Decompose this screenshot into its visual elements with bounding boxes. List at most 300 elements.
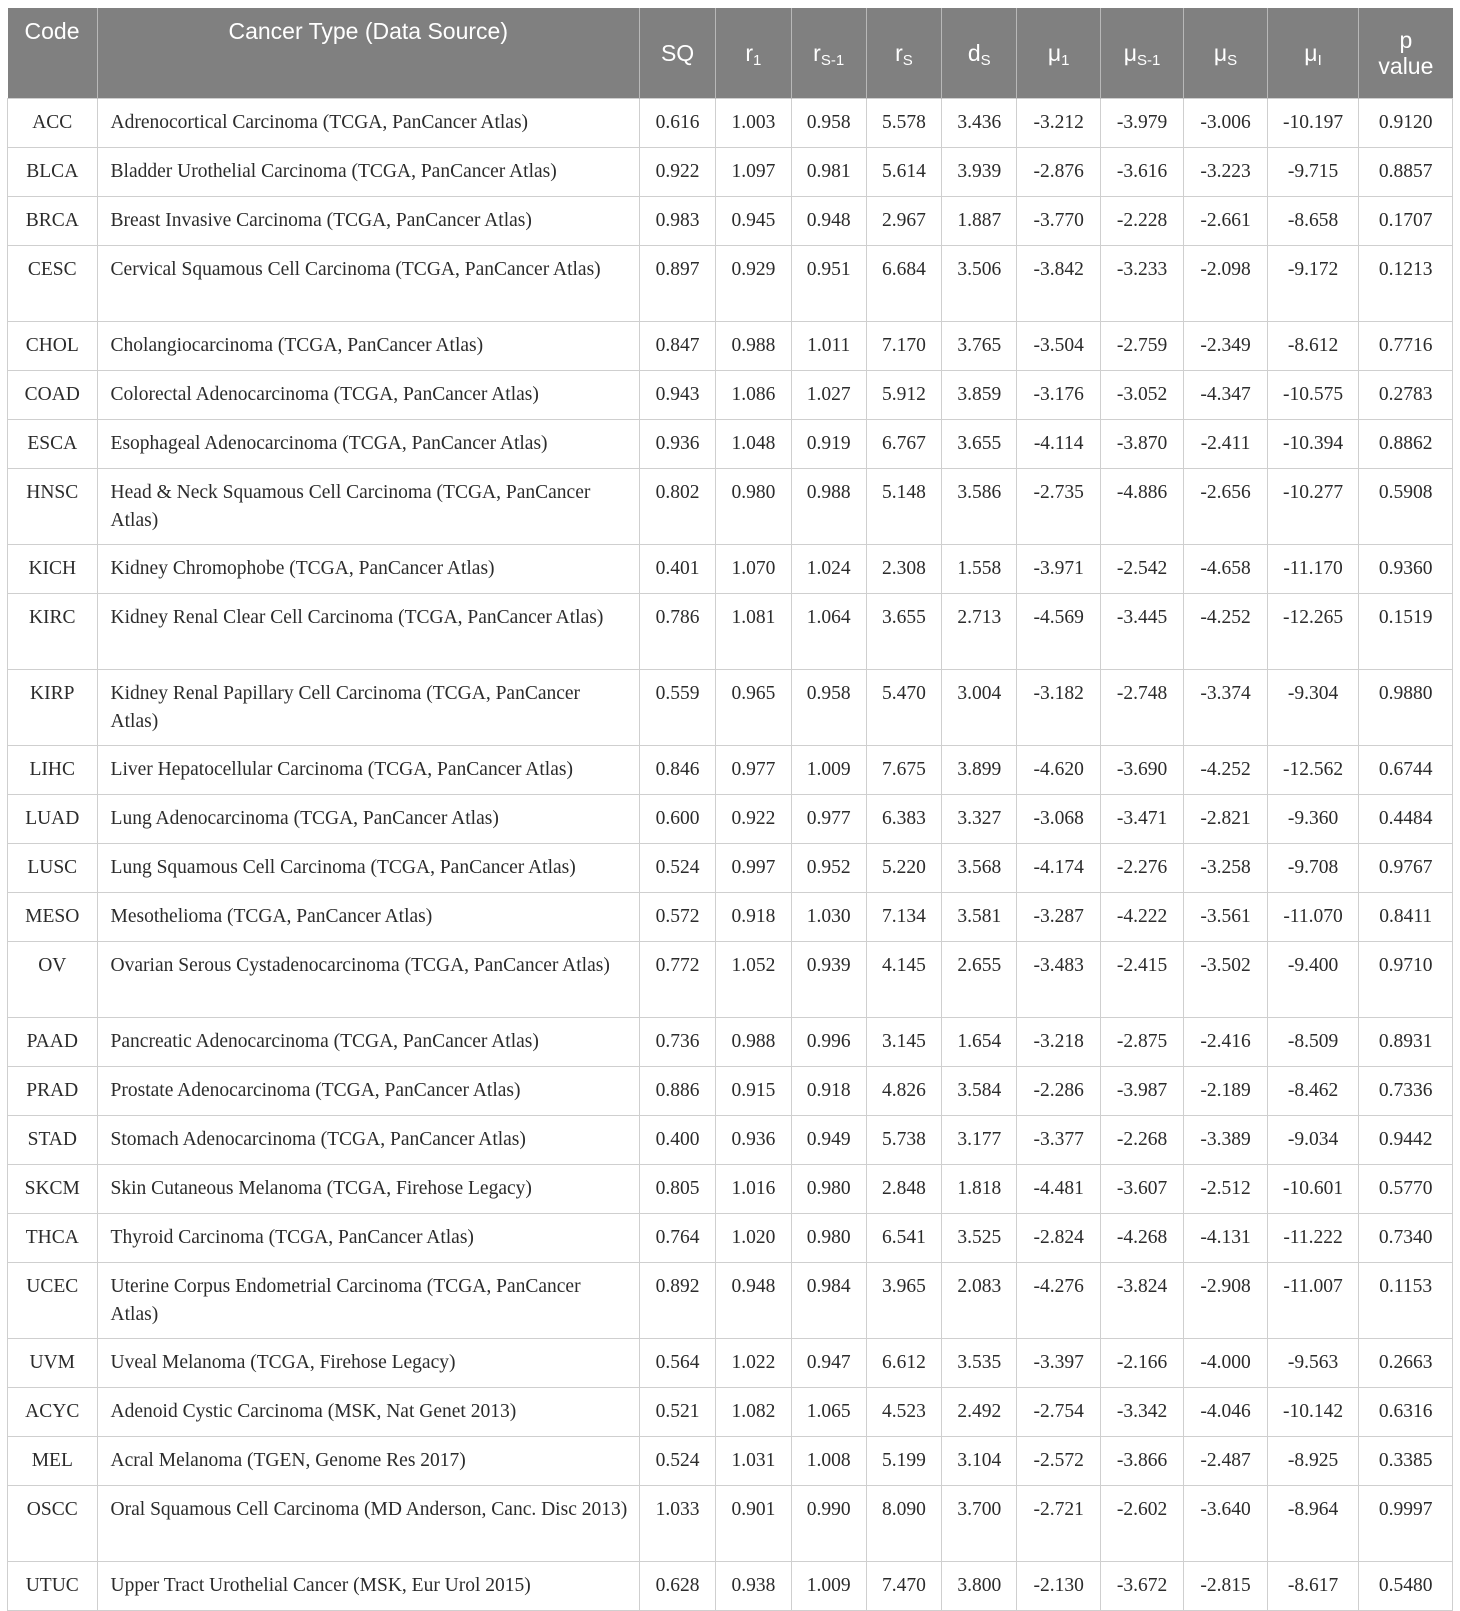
mus-cell: -3.502	[1184, 942, 1267, 1018]
sq-cell: 0.600	[639, 795, 715, 844]
sq-cell: 0.802	[639, 469, 715, 545]
r1-cell: 1.052	[716, 942, 791, 1018]
mus-minus-1-cell: -4.222	[1100, 893, 1183, 942]
rs-minus-1-cell: 1.024	[791, 545, 866, 594]
p-value-cell: 0.5908	[1359, 469, 1453, 545]
mus-cell: -3.374	[1184, 670, 1267, 746]
code-cell: KIRP	[8, 670, 98, 746]
ds-cell: 3.899	[942, 746, 1017, 795]
rs-minus-1-cell: 0.984	[791, 1263, 866, 1339]
cancer-type-cell: Esophageal Adenocarcinoma (TCGA, PanCancer Atlas)	[97, 420, 639, 469]
rs-minus-1-cell: 1.027	[791, 371, 866, 420]
mus-minus-1-cell: -2.228	[1100, 197, 1183, 246]
p-value-cell: 0.1519	[1359, 594, 1453, 670]
header-code: Code	[8, 8, 98, 99]
ds-cell: 3.177	[942, 1116, 1017, 1165]
mus-cell: -3.640	[1184, 1486, 1267, 1562]
header-mus-minus-1-base: μ	[1123, 40, 1138, 66]
sq-cell: 0.524	[639, 1437, 715, 1486]
rs-cell: 5.614	[866, 148, 941, 197]
code-cell: BRCA	[8, 197, 98, 246]
code-cell: KIRC	[8, 594, 98, 670]
table-row	[8, 322, 1453, 371]
cancer-type-cell: Kidney Chromophobe (TCGA, PanCancer Atlas)	[97, 545, 639, 594]
mus-cell: -2.487	[1184, 1437, 1267, 1486]
mu1-cell: -3.287	[1017, 893, 1100, 942]
cancer-type-cell: Kidney Renal Clear Cell Carcinoma (TCGA, PanCancer Atlas)	[97, 594, 639, 670]
rs-minus-1-cell: 1.030	[791, 893, 866, 942]
mui-cell: -11.222	[1267, 1214, 1359, 1263]
p-value-cell: 0.3385	[1359, 1437, 1453, 1486]
table-row	[8, 1018, 1453, 1067]
cancer-type-cell: Breast Invasive Carcinoma (TCGA, PanCancer Atlas)	[97, 197, 639, 246]
cancer-type-cell: Pancreatic Adenocarcinoma (TCGA, PanCancer Atlas)	[97, 1018, 639, 1067]
r1-cell: 0.918	[716, 893, 791, 942]
mu1-cell: -4.481	[1017, 1165, 1100, 1214]
r1-cell: 0.965	[716, 670, 791, 746]
mus-minus-1-cell: -4.886	[1100, 469, 1183, 545]
sq-cell: 0.983	[639, 197, 715, 246]
mus-minus-1-cell: -2.748	[1100, 670, 1183, 746]
header-row	[8, 8, 1453, 99]
mu1-cell: -2.754	[1017, 1388, 1100, 1437]
header-rs-minus-1-sub: S-1	[820, 52, 845, 69]
header-mu1-base: μ	[1047, 40, 1062, 66]
header-mus-minus-1	[1100, 8, 1183, 99]
table-row	[8, 594, 1453, 670]
r1-cell: 0.901	[716, 1486, 791, 1562]
cancer-type-cell: Bladder Urothelial Carcinoma (TCGA, PanCancer Atlas)	[97, 148, 639, 197]
code-cell: KICH	[8, 545, 98, 594]
sq-cell: 0.524	[639, 844, 715, 893]
mu1-cell: -2.721	[1017, 1486, 1100, 1562]
sq-cell: 0.736	[639, 1018, 715, 1067]
mus-cell: -4.252	[1184, 746, 1267, 795]
mui-cell: -9.034	[1267, 1116, 1359, 1165]
header-rs-minus-1-base: r	[813, 40, 821, 66]
header-ds-sub: S	[980, 52, 991, 69]
mu1-cell: -2.572	[1017, 1437, 1100, 1486]
rs-minus-1-cell: 1.009	[791, 1562, 866, 1611]
mus-cell: -2.512	[1184, 1165, 1267, 1214]
cancer-type-cell: Skin Cutaneous Melanoma (TCGA, Firehose Legacy)	[97, 1165, 639, 1214]
ds-cell: 1.654	[942, 1018, 1017, 1067]
rs-minus-1-cell: 0.939	[791, 942, 866, 1018]
mui-cell: -9.400	[1267, 942, 1359, 1018]
ds-cell: 3.506	[942, 246, 1017, 322]
mus-cell: -3.223	[1184, 148, 1267, 197]
p-value-cell: 0.1213	[1359, 246, 1453, 322]
sq-cell: 0.401	[639, 545, 715, 594]
r1-cell: 0.922	[716, 795, 791, 844]
rs-cell: 3.965	[866, 1263, 941, 1339]
mu1-cell: -2.286	[1017, 1067, 1100, 1116]
mus-minus-1-cell: -3.471	[1100, 795, 1183, 844]
r1-cell: 1.097	[716, 148, 791, 197]
rs-minus-1-cell: 0.988	[791, 469, 866, 545]
mus-cell: -4.046	[1184, 1388, 1267, 1437]
rs-cell: 6.383	[866, 795, 941, 844]
mus-minus-1-cell: -3.607	[1100, 1165, 1183, 1214]
mu1-cell: -3.377	[1017, 1116, 1100, 1165]
code-cell: LUAD	[8, 795, 98, 844]
mus-cell: -4.000	[1184, 1339, 1267, 1388]
sq-cell: 0.786	[639, 594, 715, 670]
cancer-type-cell: Colorectal Adenocarcinoma (TCGA, PanCancer Atlas)	[97, 371, 639, 420]
code-cell: OSCC	[8, 1486, 98, 1562]
cancer-type-cell: Acral Melanoma (TGEN, Genome Res 2017)	[97, 1437, 639, 1486]
mus-cell: -4.658	[1184, 545, 1267, 594]
table-row	[8, 197, 1453, 246]
rs-cell: 3.655	[866, 594, 941, 670]
rs-cell: 3.145	[866, 1018, 941, 1067]
sq-cell: 0.400	[639, 1116, 715, 1165]
mus-cell: -2.815	[1184, 1562, 1267, 1611]
rs-cell: 2.308	[866, 545, 941, 594]
mus-cell: -2.656	[1184, 469, 1267, 545]
mus-minus-1-cell: -3.824	[1100, 1263, 1183, 1339]
mui-cell: -12.562	[1267, 746, 1359, 795]
rs-minus-1-cell: 1.011	[791, 322, 866, 371]
table-row	[8, 246, 1453, 322]
mus-cell: -2.098	[1184, 246, 1267, 322]
sq-cell: 0.846	[639, 746, 715, 795]
ds-cell: 3.586	[942, 469, 1017, 545]
p-value-cell: 0.5770	[1359, 1165, 1453, 1214]
rs-cell: 5.578	[866, 99, 941, 148]
table-row	[8, 942, 1453, 1018]
ds-cell: 3.535	[942, 1339, 1017, 1388]
rs-cell: 4.145	[866, 942, 941, 1018]
mus-cell: -2.411	[1184, 420, 1267, 469]
cancer-type-cell: Prostate Adenocarcinoma (TCGA, PanCancer Atlas)	[97, 1067, 639, 1116]
mu1-cell: -2.735	[1017, 469, 1100, 545]
mus-minus-1-cell: -3.866	[1100, 1437, 1183, 1486]
sq-cell: 0.936	[639, 420, 715, 469]
mu1-cell: -3.770	[1017, 197, 1100, 246]
ds-cell: 3.004	[942, 670, 1017, 746]
rs-cell: 2.848	[866, 1165, 941, 1214]
code-cell: MESO	[8, 893, 98, 942]
rs-cell: 8.090	[866, 1486, 941, 1562]
rs-minus-1-cell: 1.009	[791, 746, 866, 795]
rs-minus-1-cell: 0.949	[791, 1116, 866, 1165]
ds-cell: 3.436	[942, 99, 1017, 148]
table-row	[8, 1339, 1453, 1388]
mui-cell: -10.142	[1267, 1388, 1359, 1437]
table-row	[8, 545, 1453, 594]
mu1-cell: -3.971	[1017, 545, 1100, 594]
mui-cell: -10.197	[1267, 99, 1359, 148]
r1-cell: 1.020	[716, 1214, 791, 1263]
mu1-cell: -2.824	[1017, 1214, 1100, 1263]
mus-minus-1-cell: -2.602	[1100, 1486, 1183, 1562]
r1-cell: 1.086	[716, 371, 791, 420]
r1-cell: 0.936	[716, 1116, 791, 1165]
mus-cell: -4.131	[1184, 1214, 1267, 1263]
header-r1-sub: 1	[753, 52, 762, 69]
cancer-type-table	[7, 8, 1453, 1611]
header-rs-minus-1	[791, 8, 866, 99]
table-row	[8, 844, 1453, 893]
cancer-type-cell: Uterine Corpus Endometrial Carcinoma (TCGA, PanCancer Atlas)	[97, 1263, 639, 1339]
rs-cell: 5.738	[866, 1116, 941, 1165]
mus-minus-1-cell: -3.052	[1100, 371, 1183, 420]
mu1-cell: -3.842	[1017, 246, 1100, 322]
p-value-cell: 0.9360	[1359, 545, 1453, 594]
code-cell: UTUC	[8, 1562, 98, 1611]
ds-cell: 1.887	[942, 197, 1017, 246]
mu1-cell: -3.176	[1017, 371, 1100, 420]
mui-cell: -8.612	[1267, 322, 1359, 371]
rs-cell: 4.826	[866, 1067, 941, 1116]
r1-cell: 1.003	[716, 99, 791, 148]
mus-minus-1-cell: -3.987	[1100, 1067, 1183, 1116]
ds-cell: 3.327	[942, 795, 1017, 844]
rs-minus-1-cell: 0.980	[791, 1165, 866, 1214]
table-row	[8, 893, 1453, 942]
p-value-cell: 0.1707	[1359, 197, 1453, 246]
mus-minus-1-cell: -3.616	[1100, 148, 1183, 197]
rs-cell: 6.767	[866, 420, 941, 469]
header-r1-base: r	[745, 40, 754, 66]
sq-cell: 0.764	[639, 1214, 715, 1263]
rs-minus-1-cell: 0.981	[791, 148, 866, 197]
r1-cell: 0.929	[716, 246, 791, 322]
p-value-cell: 0.8862	[1359, 420, 1453, 469]
sq-cell: 0.772	[639, 942, 715, 1018]
header-mus	[1184, 8, 1267, 99]
header-ds-base: d	[967, 40, 981, 66]
mui-cell: -9.708	[1267, 844, 1359, 893]
sq-cell: 0.886	[639, 1067, 715, 1116]
p-value-cell: 0.6744	[1359, 746, 1453, 795]
sq-cell: 0.628	[639, 1562, 715, 1611]
sq-cell: 0.564	[639, 1339, 715, 1388]
r1-cell: 0.948	[716, 1263, 791, 1339]
r1-cell: 0.945	[716, 197, 791, 246]
rs-cell: 5.912	[866, 371, 941, 420]
mus-minus-1-cell: -3.672	[1100, 1562, 1183, 1611]
code-cell: LIHC	[8, 746, 98, 795]
cancer-type-cell: Cholangiocarcinoma (TCGA, PanCancer Atlas)	[97, 322, 639, 371]
rs-cell: 6.612	[866, 1339, 941, 1388]
ds-cell: 3.581	[942, 893, 1017, 942]
mu1-cell: -4.174	[1017, 844, 1100, 893]
rs-minus-1-cell: 1.064	[791, 594, 866, 670]
rs-cell: 7.675	[866, 746, 941, 795]
ds-cell: 1.818	[942, 1165, 1017, 1214]
rs-minus-1-cell: 1.065	[791, 1388, 866, 1437]
ds-cell: 2.492	[942, 1388, 1017, 1437]
r1-cell: 0.915	[716, 1067, 791, 1116]
cancer-type-cell: Kidney Renal Papillary Cell Carcinoma (TCGA, PanCancer Atlas)	[97, 670, 639, 746]
header-mus-sub: S	[1227, 52, 1238, 69]
code-cell: OV	[8, 942, 98, 1018]
mui-cell: -10.394	[1267, 420, 1359, 469]
mus-minus-1-cell: -3.979	[1100, 99, 1183, 148]
code-cell: CESC	[8, 246, 98, 322]
cancer-type-cell: Oral Squamous Cell Carcinoma (MD Anderson, Canc. Disc 2013)	[97, 1486, 639, 1562]
p-value-cell: 0.9880	[1359, 670, 1453, 746]
rs-minus-1-cell: 0.947	[791, 1339, 866, 1388]
r1-cell: 1.081	[716, 594, 791, 670]
ds-cell: 3.104	[942, 1437, 1017, 1486]
mus-cell: -2.416	[1184, 1018, 1267, 1067]
rs-minus-1-cell: 0.919	[791, 420, 866, 469]
rs-minus-1-cell: 0.958	[791, 670, 866, 746]
code-cell: SKCM	[8, 1165, 98, 1214]
mui-cell: -10.601	[1267, 1165, 1359, 1214]
r1-cell: 0.988	[716, 322, 791, 371]
table-row	[8, 1437, 1453, 1486]
p-value-cell: 0.7336	[1359, 1067, 1453, 1116]
mus-cell: -2.661	[1184, 197, 1267, 246]
rs-cell: 5.470	[866, 670, 941, 746]
header-p-line2: value	[1378, 53, 1434, 79]
ds-cell: 3.859	[942, 371, 1017, 420]
cancer-type-cell: Head & Neck Squamous Cell Carcinoma (TCGA, PanCancer Atlas)	[97, 469, 639, 545]
mu1-cell: -3.483	[1017, 942, 1100, 1018]
table-row	[8, 1116, 1453, 1165]
r1-cell: 0.938	[716, 1562, 791, 1611]
mui-cell: -11.007	[1267, 1263, 1359, 1339]
ds-cell: 3.700	[942, 1486, 1017, 1562]
p-value-cell: 0.8931	[1359, 1018, 1453, 1067]
rs-cell: 5.220	[866, 844, 941, 893]
code-cell: BLCA	[8, 148, 98, 197]
rs-cell: 7.170	[866, 322, 941, 371]
ds-cell: 1.558	[942, 545, 1017, 594]
rs-minus-1-cell: 0.952	[791, 844, 866, 893]
mu1-cell: -3.397	[1017, 1339, 1100, 1388]
cancer-type-cell: Stomach Adenocarcinoma (TCGA, PanCancer Atlas)	[97, 1116, 639, 1165]
mus-minus-1-cell: -3.690	[1100, 746, 1183, 795]
ds-cell: 2.083	[942, 1263, 1017, 1339]
rs-cell: 6.541	[866, 1214, 941, 1263]
p-value-cell: 0.6316	[1359, 1388, 1453, 1437]
code-cell: UVM	[8, 1339, 98, 1388]
p-value-cell: 0.8411	[1359, 893, 1453, 942]
cancer-type-cell: Thyroid Carcinoma (TCGA, PanCancer Atlas)	[97, 1214, 639, 1263]
sq-cell: 0.805	[639, 1165, 715, 1214]
mui-cell: -9.172	[1267, 246, 1359, 322]
r1-cell: 0.977	[716, 746, 791, 795]
code-cell: PRAD	[8, 1067, 98, 1116]
header-mui	[1267, 8, 1359, 99]
header-sq: SQ	[639, 8, 715, 99]
table-row	[8, 1388, 1453, 1437]
code-cell: COAD	[8, 371, 98, 420]
ds-cell: 2.655	[942, 942, 1017, 1018]
header-mu1-sub: 1	[1061, 52, 1070, 69]
p-value-cell: 0.7340	[1359, 1214, 1453, 1263]
mus-cell: -2.821	[1184, 795, 1267, 844]
table-row	[8, 469, 1453, 545]
ds-cell: 3.800	[942, 1562, 1017, 1611]
code-cell: CHOL	[8, 322, 98, 371]
code-cell: THCA	[8, 1214, 98, 1263]
mus-minus-1-cell: -2.276	[1100, 844, 1183, 893]
code-cell: STAD	[8, 1116, 98, 1165]
mu1-cell: -4.620	[1017, 746, 1100, 795]
table-row	[8, 1263, 1453, 1339]
mui-cell: -10.277	[1267, 469, 1359, 545]
mui-cell: -8.925	[1267, 1437, 1359, 1486]
mus-cell: -3.006	[1184, 99, 1267, 148]
cancer-type-cell: Cervical Squamous Cell Carcinoma (TCGA, PanCancer Atlas)	[97, 246, 639, 322]
mu1-cell: -3.068	[1017, 795, 1100, 844]
mus-minus-1-cell: -3.445	[1100, 594, 1183, 670]
sq-cell: 0.572	[639, 893, 715, 942]
code-cell: PAAD	[8, 1018, 98, 1067]
table-row	[8, 1165, 1453, 1214]
mus-minus-1-cell: -2.542	[1100, 545, 1183, 594]
cancer-type-cell: Lung Adenocarcinoma (TCGA, PanCancer Atlas)	[97, 795, 639, 844]
mus-minus-1-cell: -3.342	[1100, 1388, 1183, 1437]
mus-cell: -4.347	[1184, 371, 1267, 420]
header-mu1	[1017, 8, 1100, 99]
header-mui-sub: I	[1317, 52, 1322, 69]
rs-cell: 4.523	[866, 1388, 941, 1437]
rs-minus-1-cell: 0.990	[791, 1486, 866, 1562]
mus-cell: -2.908	[1184, 1263, 1267, 1339]
code-cell: UCEC	[8, 1263, 98, 1339]
mus-minus-1-cell: -3.233	[1100, 246, 1183, 322]
mus-minus-1-cell: -2.415	[1100, 942, 1183, 1018]
header-r1	[716, 8, 791, 99]
mus-cell: -2.349	[1184, 322, 1267, 371]
table-row	[8, 746, 1453, 795]
mu1-cell: -3.504	[1017, 322, 1100, 371]
sq-cell: 0.943	[639, 371, 715, 420]
p-value-cell: 0.5480	[1359, 1562, 1453, 1611]
mui-cell: -8.964	[1267, 1486, 1359, 1562]
mu1-cell: -3.182	[1017, 670, 1100, 746]
mu1-cell: -4.569	[1017, 594, 1100, 670]
mus-minus-1-cell: -2.166	[1100, 1339, 1183, 1388]
mui-cell: -9.304	[1267, 670, 1359, 746]
table-row	[8, 1486, 1453, 1562]
p-value-cell: 0.9710	[1359, 942, 1453, 1018]
table-row	[8, 148, 1453, 197]
table-row	[8, 371, 1453, 420]
rs-cell: 5.148	[866, 469, 941, 545]
p-value-cell: 0.4484	[1359, 795, 1453, 844]
rs-minus-1-cell: 0.918	[791, 1067, 866, 1116]
table-row	[8, 795, 1453, 844]
header-rs-base: r	[895, 40, 903, 66]
rs-minus-1-cell: 1.008	[791, 1437, 866, 1486]
mui-cell: -8.617	[1267, 1562, 1359, 1611]
rs-minus-1-cell: 0.977	[791, 795, 866, 844]
cancer-type-cell: Ovarian Serous Cystadenocarcinoma (TCGA, PanCancer Atlas)	[97, 942, 639, 1018]
rs-minus-1-cell: 0.958	[791, 99, 866, 148]
mu1-cell: -2.876	[1017, 148, 1100, 197]
ds-cell: 3.568	[942, 844, 1017, 893]
code-cell: ACYC	[8, 1388, 98, 1437]
sq-cell: 0.922	[639, 148, 715, 197]
header-mui-base: μ	[1304, 40, 1318, 66]
mui-cell: -8.658	[1267, 197, 1359, 246]
r1-cell: 1.082	[716, 1388, 791, 1437]
sq-cell: 0.559	[639, 670, 715, 746]
header-rs-sub: S	[902, 52, 913, 69]
ds-cell: 3.525	[942, 1214, 1017, 1263]
code-cell: MEL	[8, 1437, 98, 1486]
mus-cell: -3.561	[1184, 893, 1267, 942]
mus-minus-1-cell: -3.870	[1100, 420, 1183, 469]
